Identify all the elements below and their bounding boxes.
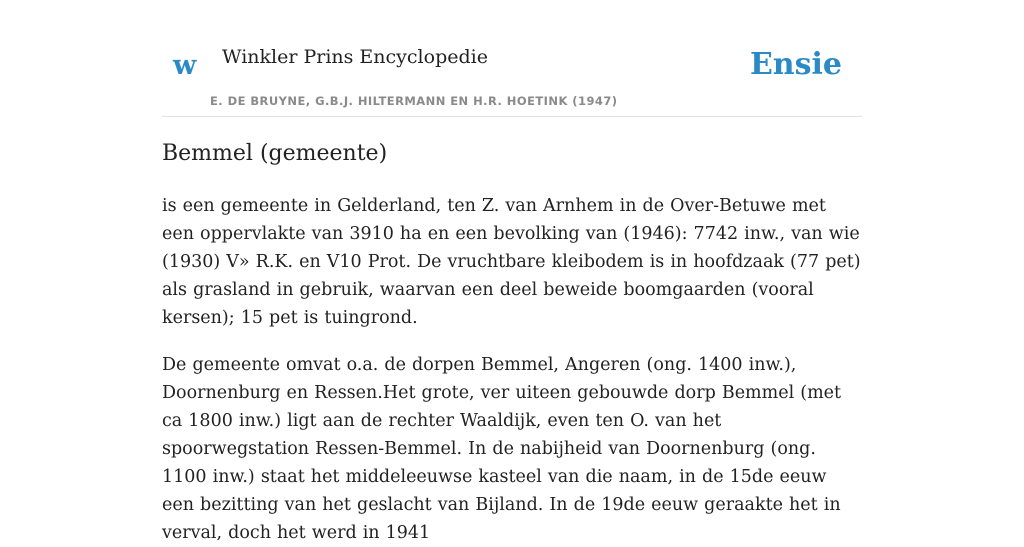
- article-paragraph: is een gemeente in Gelderland, ten Z. van Arnhem in de Over-Betuwe met een oppervlakte van 3910 ha en een bevolking van (1946): 7742 inw., van wie (1930) V» R.K. en V10 Prot. De vruchtbare kleibodem is in hoofdzaak (77 pet) als grasland in gebruik, waarvan een deel beweide boomgaarden (vooral kersen); 15 pet is tuingrond.: [162, 196, 861, 328]
- publication-authors: E. DE BRUYNE, G.B.J. HILTERMANN EN H.R. HOETINK (1947): [210, 94, 618, 108]
- article: [162, 138, 862, 547]
- publication-logo[interactable]: w: [173, 50, 197, 81]
- brand-logo-link[interactable]: Ensie: [749, 47, 842, 82]
- site-header: [162, 0, 862, 117]
- article-paragraph: De gemeente omvat o.a. de dorpen Bemmel, Angeren (ong. 1400 inw.), Doornenburg en Ressen.Het grote, ver uiteen gebouwde dorp Bemmel (met ca 1800 inw.) ligt aan de rechter Waaldijk, even ten O. van het spoorwegstation Ressen-Bemmel. In de nabijheid van Doornenburg (ong. 1100 inw.) staat het middeleeuwse kasteel van die naam, in de 15de eeuw een bezitting van het geslacht van Bijland. In de 19de eeuw geraakte het in verval, doch het werd in 1941: [162, 355, 842, 543]
- article-title: Bemmel (gemeente): [162, 141, 388, 166]
- publication-title[interactable]: Winkler Prins Encyclopedie: [222, 46, 488, 68]
